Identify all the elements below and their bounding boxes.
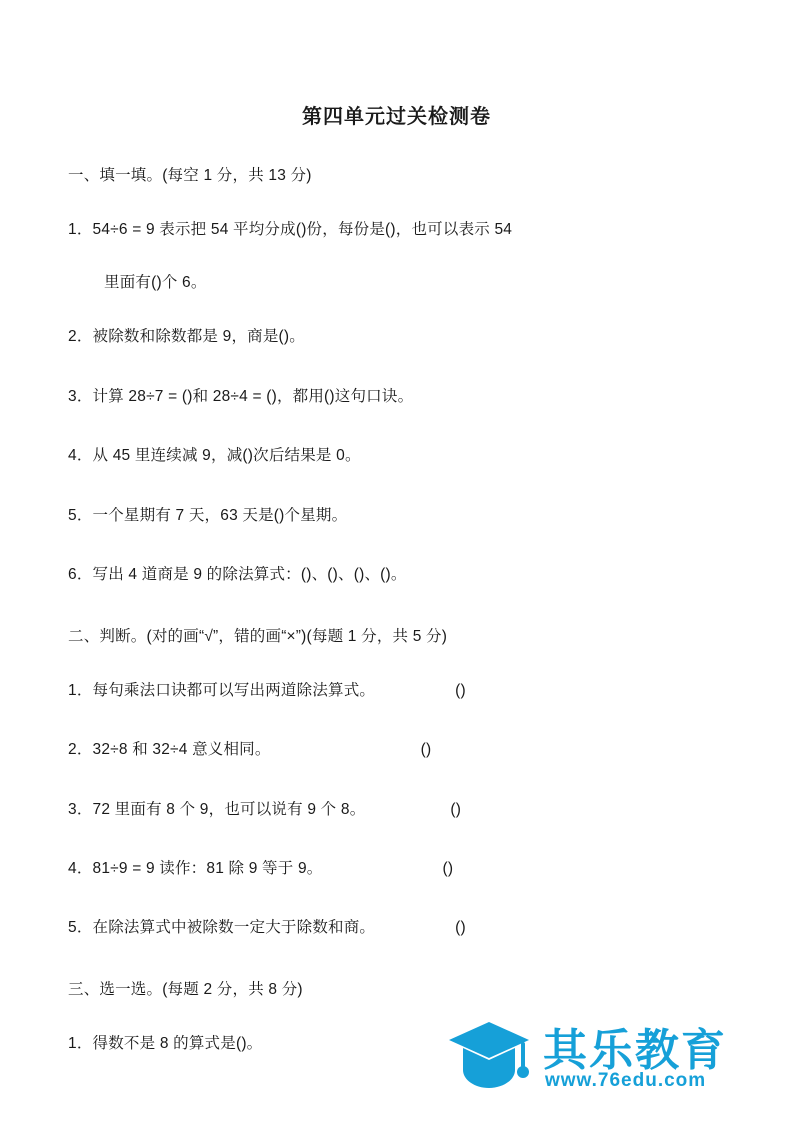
graduation-cap-icon (447, 1018, 531, 1094)
question-2-5 (68, 913, 733, 942)
question-1-1: 1．54÷6 = 9 表示把 54 平均分成()份，每份是()，也可以表示 54 (68, 221, 513, 238)
question-2-2 (68, 735, 733, 764)
question-2-1-answer-blank: () (455, 681, 466, 699)
question-2-1-text: 1．每句乘法口诀都可以写出两道除法算式。 (68, 681, 376, 699)
section-heading-1: 一、填一填。(每空 1 分，共 13 分) (68, 167, 312, 184)
question-2-4 (68, 854, 733, 883)
question-1-6: 6．写出 4 道商是 9 的除法算式：()、()、()、()。 (68, 566, 407, 584)
page-title: 第四单元过关检测卷 (302, 106, 491, 128)
question-2-1 (68, 676, 733, 705)
section-heading-3: 三、选一选。(每题 2 分，共 8 分) (68, 980, 303, 998)
question-1-2: 2．被除数和除数都是 9，商是()。 (68, 328, 305, 346)
section-heading-2: 二、判断。(对的画“√”，错的画“×”)(每题 1 分，共 5 分) (68, 627, 448, 645)
brand-watermark (447, 1012, 767, 1104)
question-3-1: 1．得数不是 8 的算式是()。 (68, 1034, 263, 1052)
question-2-3-answer-blank: () (450, 800, 462, 818)
question-2-4-answer-blank: () (442, 859, 454, 877)
question-2-4-text: 4．81÷9 = 9 读作：81 除 9 等于 9。 (68, 859, 323, 877)
brand-url: www.76edu.com (545, 1070, 707, 1091)
question-2-2-text: 2．32÷8 和 32÷4 意义相同。 (68, 741, 271, 759)
question-2-5-answer-blank: () (455, 919, 466, 937)
question-1-3: 3．计算 28÷7 = ()和 28÷4 = ()，都用()这句口诀。 (68, 387, 414, 405)
question-2-5-text: 5．在除法算式中被除数一定大于除数和商。 (68, 919, 376, 937)
question-2-3-text: 3．72 里面有 8 个 9，也可以说有 9 个 8。 (68, 800, 366, 818)
question-2-3 (68, 795, 733, 824)
question-2-2-answer-blank: () (420, 741, 432, 759)
question-1-4: 4．从 45 里连续减 9，减()次后结果是 0。 (68, 447, 361, 465)
brand-name: 其乐教育 (543, 1026, 727, 1075)
question-1-5: 5．一个星期有 7 天，63 天是()个星期。 (68, 506, 348, 524)
question-1-1-continuation: 里面有()个 6。 (104, 274, 207, 292)
